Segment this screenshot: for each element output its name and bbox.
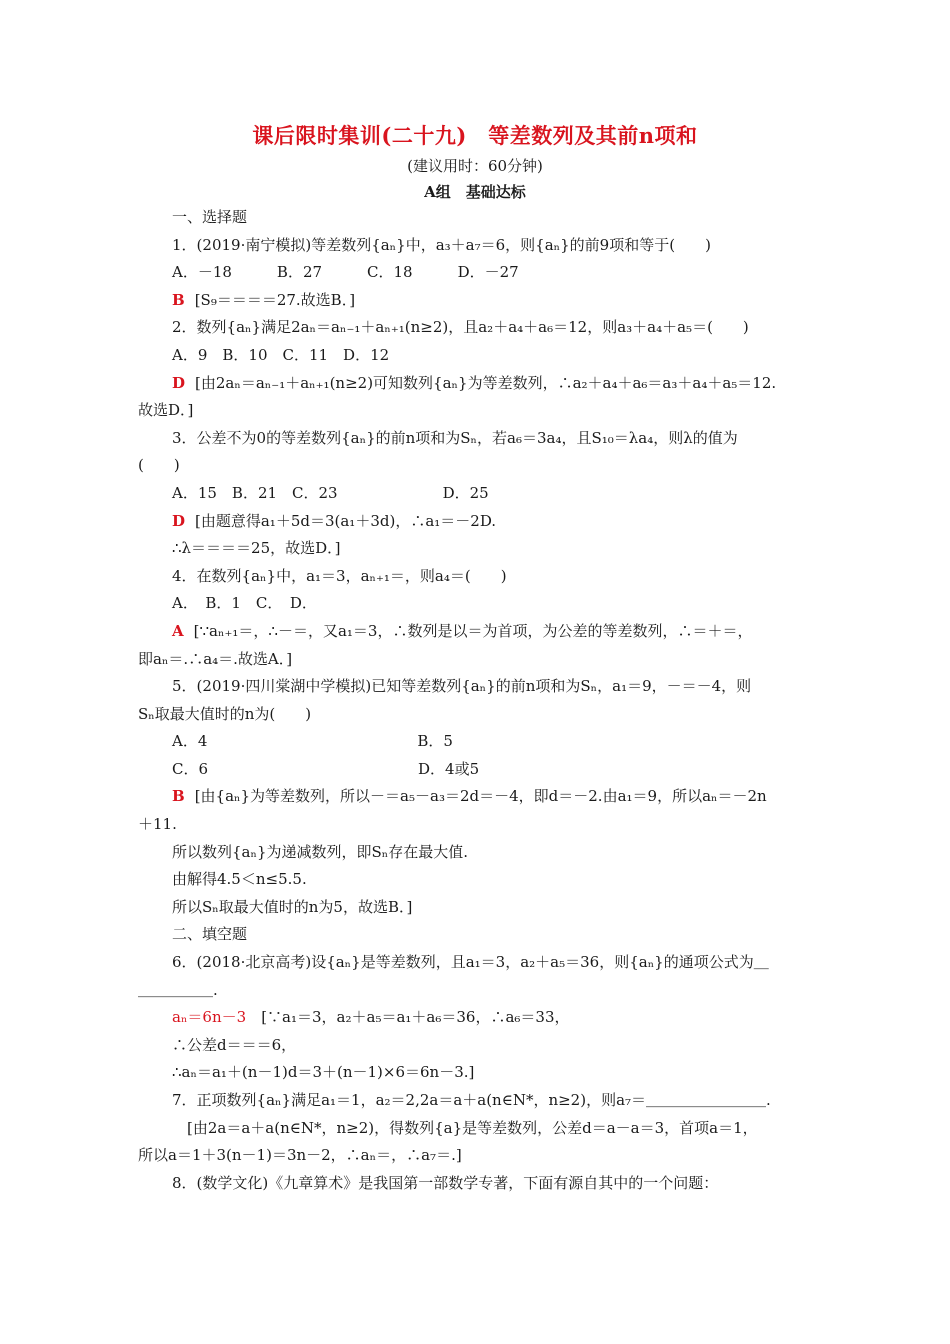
line-text: A．15 B．21 C．23 D．25 [172,483,489,502]
line-text: 2．数列{aₙ}满足2aₙ＝aₙ₋₁＋aₙ₊₁(n≥2)，且a₂＋a₄＋a₆＝12，则a₃＋a₄＋a₅＝( ) [172,318,749,337]
text-line [138,232,818,260]
line-text: 3．公差不为0的等差数列{aₙ}的前n项和为Sₙ，若a₆＝3a₄，且S₁₀＝λa₄，则λ的值为 [172,428,738,447]
text-line [138,508,818,536]
line-text: A．－18 B．27 C．18 D．－27 [172,263,519,282]
line-text: [∵aₙ₊₁＝，∴－＝，又a₁＝3，∴数列是以＝为首项，为公差的等差数列，∴＝＋＝， [193,621,753,640]
text-line [138,535,818,563]
text-line [138,425,818,453]
line-text: [∵a₁＝3，a₂＋a₅＝a₁＋a₆＝36，∴a₆＝33， [261,1008,570,1027]
text-line [138,314,818,342]
text-line [138,839,818,867]
text-line [138,342,818,370]
line-text: ∴λ＝＝＝＝25，故选D．] [172,539,341,558]
text-line [138,1142,818,1170]
text-line [138,452,818,480]
text-line [138,1032,818,1060]
line-text: Sₙ取最大值时的n为( ) [138,704,312,723]
answer-label: aₙ＝6n－3 [172,1008,262,1027]
text-line [138,1059,818,1087]
line-text: 所以Sₙ取最大值时的n为5，故选B．] [172,897,413,916]
line-text: A．4 B．5 [172,732,453,751]
text-line [138,1004,818,1032]
text-line [138,646,818,674]
line-text: C．6 D．4或5 [172,759,480,778]
line-text: 4．在数列{aₙ}中，a₁＝3，aₙ₊₁＝，则a₄＝( ) [172,566,507,585]
answer-label: A [172,621,184,640]
text-line [138,370,818,398]
text-line [138,618,818,646]
text-line [138,204,818,232]
answer-label: D [172,511,186,530]
text-line [138,1115,818,1143]
line-text: ∴公差d＝＝＝6， [172,1035,297,1054]
line-text: 一、选择题 [172,208,248,226]
line-text: 即aₙ＝.∴a₄＝.故选A．] [138,649,293,668]
text-line [138,397,818,425]
text-line [138,673,818,701]
text-line [138,949,818,977]
text-line [138,480,818,508]
text-line [138,756,818,784]
line-text: [由题意得a₁＋5d＝3(a₁＋3d)，∴a₁＝－2D. [195,511,497,530]
answer-label: B [172,787,185,806]
document-body [138,204,818,1197]
line-text: ( ) [138,456,180,475]
line-text: 1．(2019·南宁模拟)等差数列{aₙ}中，a₃＋a₇＝6，则{aₙ}的前9项和等于( ) [172,235,711,254]
line-text: 6．(2018·北京高考)设{aₙ}是等差数列，且a₁＝3，a₂＋a₅＝36，则{aₙ}的通项公式为＿ [172,953,769,972]
text-line [138,894,818,922]
line-text: A．9 B．10 C．11 D．12 [172,345,390,364]
text-line [138,728,818,756]
answer-label: D [172,373,186,392]
line-text: [由2a＝a＋a(n∈N*，n≥2)，得数列{a}是等差数列，公差d＝a－a＝3，首项a＝1， [172,1118,758,1137]
line-text: ＿＿＿＿＿. [138,980,218,999]
page-title: 课后限时集训(二十九) 等差数列及其前n项和 [252,123,698,148]
text-line [138,811,818,839]
line-text: [S₉＝＝＝＝27.故选B．] [194,290,356,309]
text-line [138,783,818,811]
line-text: 由解得4.5＜n≤5.5. [172,870,307,889]
text-line [138,259,818,287]
text-line [138,590,818,618]
line-text: 5．(2019·四川棠湖中学模拟)已知等差数列{aₙ}的前n项和为Sₙ，a₁＝9，－＝－4，则 [172,677,752,696]
line-text: 所以a＝1＋3(n－1)＝3n－2，∴aₙ＝，∴a₇＝.] [138,1146,462,1165]
text-line [138,1087,818,1115]
line-text: 故选D．] [138,401,194,420]
answer-label: B [172,290,185,309]
text-line [138,866,818,894]
text-line [138,701,818,729]
text-line [138,563,818,591]
page-subtitle: (建议用时：60分钟) [407,157,543,175]
line-text: ∴aₙ＝a₁＋(n－1)d＝3＋(n－1)×6＝6n－3.] [172,1063,475,1082]
line-text: 7．正项数列{aₙ}满足a₁＝1，a₂＝2,2a＝a＋a(n∈N*，n≥2)，则a₇＝＿＿＿＿＿＿＿＿. [172,1091,771,1109]
line-text: 所以数列{aₙ}为递减数列，即Sₙ存在最大值. [172,842,469,861]
line-text: 二、填空题 [172,925,248,944]
text-line [138,977,818,1005]
line-text: A． B．1 C． D． [172,594,317,613]
text-line [138,921,818,949]
line-text: [由2aₙ＝aₙ₋₁＋aₙ₊₁(n≥2)可知数列{aₙ}为等差数列，∴a₂＋a₄＋a₆＝a₃＋a₄＋a₅＝12. [195,373,777,392]
group-heading: A组 基础达标 [424,183,526,201]
line-text: [由{aₙ}为等差数列，所以－＝a₅－a₃＝2d＝－4，即d＝－2.由a₁＝9，所以aₙ＝－2n [194,787,767,806]
line-text: 8．(数学文化)《九章算术》是我国第一部数学专著，下面有源自其中的一个问题： [172,1173,719,1192]
text-line [138,287,818,315]
line-text: ＋11. [138,815,177,834]
text-line [138,1170,818,1198]
